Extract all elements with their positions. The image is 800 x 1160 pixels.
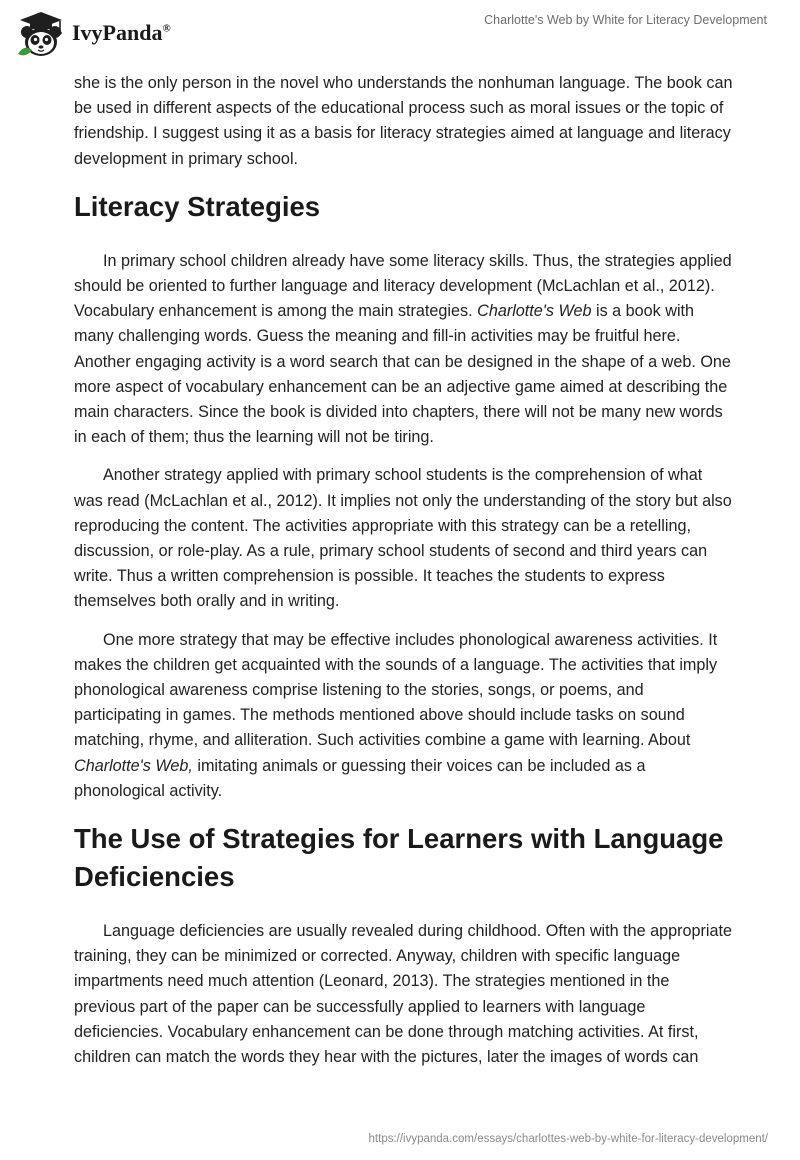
essay-body	[74, 71, 734, 1083]
book-title: Charlotte's Web	[477, 302, 592, 321]
paragraph: In primary school children already have some literacy skills. Thus, the strategies applied should be oriented to further language and literacy development (McLachlan et al., 2012). Vocabulary enhancement is among the main strategies. Charlotte's Web is a book with many challenging words. Guess the meaning and fill-in activities may be fruitful here. Another engaging activity is a word search that can be designed in the shape of a web. One more aspect of vocabulary enhancement can be an adjective game aimed at describing the main characters. Since the book is divided into chapters, there will not be many new words in each of them; thus the learning will not be tiring.	[74, 251, 732, 447]
paragraph: Language deficiencies are usually revealed during childhood. Often with the appropriate training, they can be minimized or corrected. Anyway, children with specific language impartments need much attention (Leonard, 2013). The strategies mentioned in the previous part of the paper can be successfully applied to learners with language deficiencies. Vocabulary enhancement can be done through matching activities. At first, children can match the words they hear with the pictures, later the images of words can	[74, 922, 733, 1067]
document-title: Charlotte's Web by White for Literacy Development	[484, 13, 767, 27]
page-header	[0, 0, 800, 66]
source-url[interactable]: https://ivypanda.com/essays/charlottes-web-by-white-for-literacy-development/	[368, 1133, 768, 1145]
section-heading-literacy-strategies: Literacy Strategies	[74, 190, 321, 222]
logo-text: IvyPanda®	[72, 20, 171, 45]
ivypanda-logo[interactable]	[14, 8, 171, 60]
paragraph: Another strategy applied with primary school students is the comprehension of what was read (McLachlan et al., 2012). It implies not only the understanding of the story but also reproducing the content. The activities appropriate with this strategy can be a retelling, discussion, or role-play. As a rule, primary school students of second and third years can write. Thus a written comprehension is possible. It teaches the students to express themselves both orally and in writing.	[74, 466, 732, 611]
panda-graduate-icon	[14, 8, 68, 60]
book-title: Charlotte's Web,	[74, 756, 193, 775]
paragraph: she is the only person in the novel who understands the nonhuman language. The book can be used in different aspects of the educational process such as moral issues or the topic of friendship. I suggest using it as a basis for literacy strategies aimed at language and literacy development in primary school.	[74, 74, 733, 168]
paragraph: One more strategy that may be effective includes phonological awareness activities. It makes the children get acquainted with the sounds of a language. The activities that imply phonological awareness comprise listening to the stories, songs, or poems, and participating in games. The methods mentioned above should include tasks on sound matching, rhyme, and alliteration. Such activities combine a game with learning. About Charlotte's Web, imitating animals or guessing their voices can be included as a phonological activity.	[74, 630, 718, 800]
section-heading-language-deficiencies: The Use of Strategies for Learners with Language Deficiencies	[74, 823, 724, 893]
